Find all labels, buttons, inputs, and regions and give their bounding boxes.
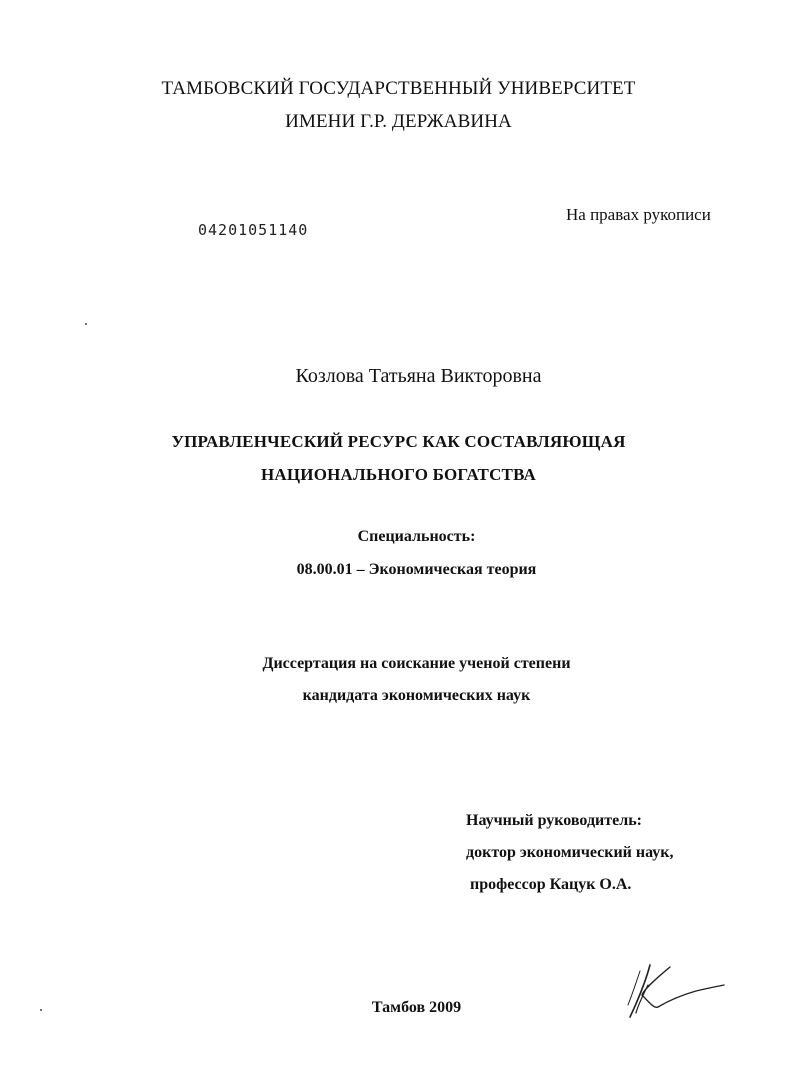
rights-note: На правах рукописи bbox=[566, 205, 711, 224]
scan-speck bbox=[40, 1009, 42, 1011]
city-year: Тамбов 2009 bbox=[371, 999, 462, 1016]
specialty-label: Специальность: bbox=[357, 528, 476, 545]
supervisor-name: профессор Кацук О.А. bbox=[470, 876, 632, 893]
scan-speck bbox=[85, 323, 87, 325]
degree-line1: Диссертация на соискание ученой степени bbox=[262, 655, 571, 672]
university-name-line1: ТАМБОВСКИЙ ГОСУДАРСТВЕННЫЙ УНИВЕРСИТЕТ bbox=[161, 78, 636, 99]
degree-line2: кандидата экономических наук bbox=[302, 687, 531, 704]
dissertation-title-line1: УПРАВЛЕНЧЕСКИЙ РЕСУРС КАК СОСТАВЛЯЮЩАЯ bbox=[171, 432, 626, 451]
supervisor-degree: доктор экономический наук, bbox=[466, 844, 674, 861]
university-name-line2: ИМЕНИ Г.Р. ДЕРЖАВИНА bbox=[285, 111, 512, 132]
supervisor-label: Научный руководитель: bbox=[466, 812, 642, 829]
author-name: Козлова Татьяна Викторовна bbox=[295, 365, 542, 387]
registry-code: 04201051140 bbox=[198, 221, 309, 239]
dissertation-title-line2: НАЦИОНАЛЬНОГО БОГАТСТВА bbox=[260, 465, 537, 484]
specialty-value: 08.00.01 – Экономическая теория bbox=[296, 561, 537, 578]
